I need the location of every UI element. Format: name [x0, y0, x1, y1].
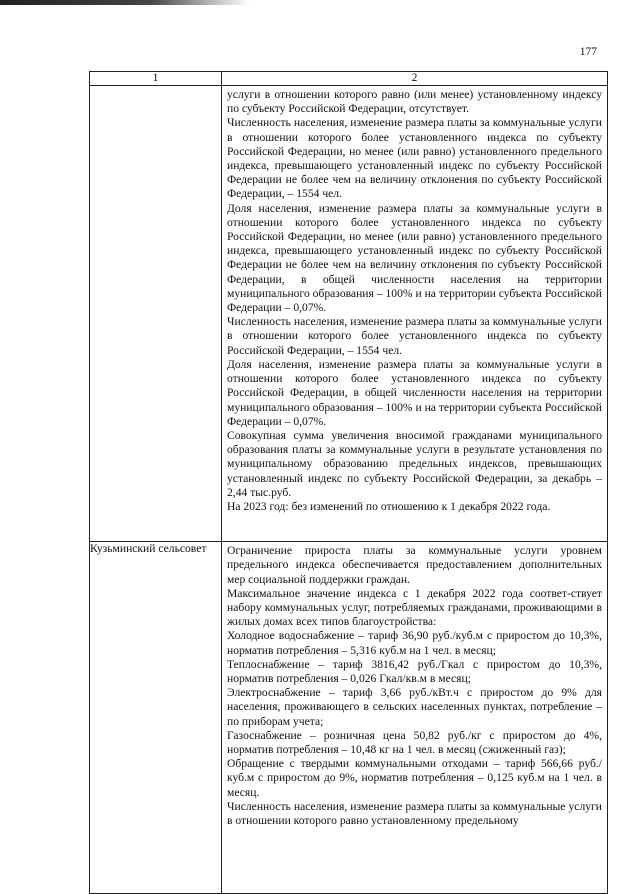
- paragraph: Численность населения, изменение размера платы за коммунальные услуги в отношении которого равно установленному предельному: [227, 799, 602, 827]
- document-table: [89, 71, 608, 894]
- column-header-2: 2: [222, 72, 608, 86]
- paragraph: Максимальное значение индекса с 1 декабря 2022 года соответ-ствует набору коммунальных услуг, потребляемых гражданами, проживающими в жилых домах всех типов благоустройства:: [227, 586, 602, 629]
- page-number: 177: [579, 46, 597, 58]
- paragraph: Доля населения, изменение размера платы за коммунальные услуги в отношении которого более установленного индекса по субъекту Российской Федерации, но менее (или равно) установленного предельного индекса, превышающего установленный индекс по субъекту Российской Федерации не более чем на величину отклонения по субъекту Российской Федерации, в общей численности населения на территории муниципального образования – 100% и на территории субъекта Российской Федерации – 0,07%.: [227, 201, 602, 315]
- paragraph: Численность населения, изменение размера платы за коммунальные услуги в отношении которого более установленного индекса по субъекту Российской Федерации, – 1554 чел.: [227, 315, 602, 357]
- paragraph: Ограничение прироста платы за коммунальные услуги уровнем предельного индекса обеспечивается предоставлением дополнительных мер социальной поддержки граждан.: [227, 544, 602, 586]
- paragraph: Теплоснабжение – тариф 3816,42 руб./Гкал с приростом до 10,3%, норматив потребления – 0,026 Гкал/кв.м в месяц;: [227, 657, 602, 685]
- paragraph: Газоснабжение – розничная цена 50,82 руб./кг с приростом до 4%, норматив потребления – 10,48 кг на 1 чел. в месяц (сжиженный газ);: [227, 728, 602, 756]
- paragraph: услуги в отношении которого равно (или менее) установленному индексу по субъекту Российской Федерации, отсутствует.: [227, 88, 602, 116]
- table-row: [90, 542, 608, 894]
- paragraph: Численность населения, изменение размера платы за коммунальные услуги в отношении которого более установленного индекса по субъекту Российской Федерации, но менее (или равно) установленного предельного индекса, превышающего установленный индекс по субъекту Российской Федерации не более чем на величину отклонения по субъекту Российской Федерации, – 1554 чел.: [227, 116, 602, 201]
- content-cell: [222, 86, 608, 542]
- column-header-1: 1: [90, 72, 222, 86]
- content-cell: [222, 542, 608, 894]
- paragraph: Совокупная сумма увеличения вносимой гражданами муниципального образования платы за коммунальные услуги в результате установления по муниципальному образованию предельных индексов, превышающих установленный индекс по субъекту Российской Федерации, за декабрь – 2,44 тыс.руб.: [227, 428, 602, 499]
- region-cell: [90, 86, 222, 542]
- table-row: [90, 86, 608, 542]
- paragraph: Электроснабжение – тариф 3,66 руб./кВт.ч с приростом до 9% для населения, проживающего в сельских населенных пунктах, потребление – по приборам учета;: [227, 686, 602, 728]
- paragraph: На 2023 год: без изменений по отношению к 1 декабря 2022 года.: [227, 499, 551, 513]
- paragraph: Обращение с твердыми коммунальными отходами – тариф 566,66 руб./куб.м с приростом до 9%, норматив потребления – 0,125 куб.м на 1 чел. в месяц.: [227, 757, 602, 799]
- scan-edge-mark: [0, 0, 250, 5]
- paragraph: Доля населения, изменение размера платы за коммунальные услуги в отношении которого более установленного индекса по субъекту Российской Федерации, в общей численности населения на территории муниципального образования – 100% и на территории субъекта Российской Федерации – 0,07%.: [227, 357, 602, 428]
- paragraph: Холодное водоснабжение – тариф 36,90 руб./куб.м с приростом до 10,3%, норматив потребления – 5,316 куб.м на 1 чел. в месяц;: [227, 629, 602, 657]
- table-header-row: [90, 72, 608, 86]
- region-cell: Кузьминский сельсовет: [90, 542, 222, 894]
